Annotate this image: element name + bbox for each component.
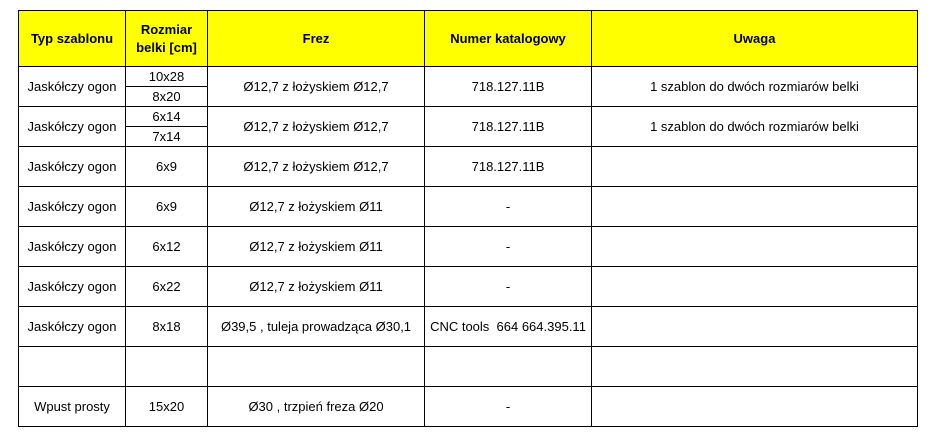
header-type: Typ szablonu (19, 11, 126, 67)
cell-cutter: Ø12,7 z łożyskiem Ø12,7 (208, 67, 425, 107)
cell-cutter (208, 347, 425, 387)
cell-size-b: 7x14 (126, 126, 207, 146)
cell-size: 8x18 (126, 307, 208, 347)
cell-type (19, 347, 126, 387)
cell-type: Jaskółczy ogon (19, 107, 126, 147)
header-size: Rozmiar belki [cm] (126, 11, 208, 67)
cell-cutter: Ø12,7 z łożyskiem Ø12,7 (208, 147, 425, 187)
cell-size: 6x12 (126, 227, 208, 267)
cell-catalog: 718.127.11B (425, 107, 592, 147)
cell-note (592, 147, 918, 187)
cell-size (126, 107, 208, 147)
cell-size: 6x22 (126, 267, 208, 307)
table-row (19, 187, 918, 227)
cell-note (592, 307, 918, 347)
cell-note: 1 szablon do dwóch rozmiarów belki (592, 67, 918, 107)
cell-type: Wpust prosty (19, 387, 126, 427)
cell-catalog: - (425, 187, 592, 227)
cell-size: 15x20 (126, 387, 208, 427)
cell-catalog: - (425, 227, 592, 267)
cell-cutter: Ø12,7 z łożyskiem Ø12,7 (208, 107, 425, 147)
templates-table (18, 10, 918, 427)
cell-cutter: Ø39,5 , tuleja prowadząca Ø30,1 (208, 307, 425, 347)
table-row (19, 147, 918, 187)
cell-cutter: Ø12,7 z łożyskiem Ø11 (208, 187, 425, 227)
cell-catalog: CNC tools 664 664.395.11 (425, 307, 592, 347)
cell-cutter: Ø30 , trzpień freza Ø20 (208, 387, 425, 427)
header-cutter: Frez (208, 11, 425, 67)
cell-catalog: - (425, 267, 592, 307)
cell-size-a: 10x28 (148, 69, 185, 84)
cell-cutter: Ø12,7 z łożyskiem Ø11 (208, 227, 425, 267)
cell-size-a: 6x14 (152, 109, 181, 124)
table-row (19, 67, 918, 107)
cell-note: 1 szablon do dwóch rozmiarów belki (592, 107, 918, 147)
cell-type: Jaskółczy ogon (19, 187, 126, 227)
cell-catalog (425, 347, 592, 387)
cell-note (592, 227, 918, 267)
table-row (19, 387, 918, 427)
cell-catalog: 718.127.11B (425, 147, 592, 187)
cell-note (592, 187, 918, 227)
cell-size (126, 347, 208, 387)
table-row-empty (19, 347, 918, 387)
table-row (19, 107, 918, 147)
cell-size: 6x9 (126, 187, 208, 227)
cell-size: 6x9 (126, 147, 208, 187)
cell-catalog: - (425, 387, 592, 427)
cell-size (126, 67, 208, 107)
cell-note (592, 387, 918, 427)
cell-type: Jaskółczy ogon (19, 227, 126, 267)
cell-type: Jaskółczy ogon (19, 67, 126, 107)
table-row (19, 227, 918, 267)
cell-type: Jaskółczy ogon (19, 267, 126, 307)
cell-size-b: 8x20 (126, 86, 207, 106)
table-row (19, 307, 918, 347)
cell-type: Jaskółczy ogon (19, 307, 126, 347)
cell-cutter: Ø12,7 z łożyskiem Ø11 (208, 267, 425, 307)
cell-note (592, 347, 918, 387)
table-row (19, 267, 918, 307)
cell-type: Jaskółczy ogon (19, 147, 126, 187)
header-row (19, 11, 918, 67)
cell-note (592, 267, 918, 307)
header-catalog: Numer katalogowy (425, 11, 592, 67)
header-note: Uwaga (592, 11, 918, 67)
cell-catalog: 718.127.11B (425, 67, 592, 107)
